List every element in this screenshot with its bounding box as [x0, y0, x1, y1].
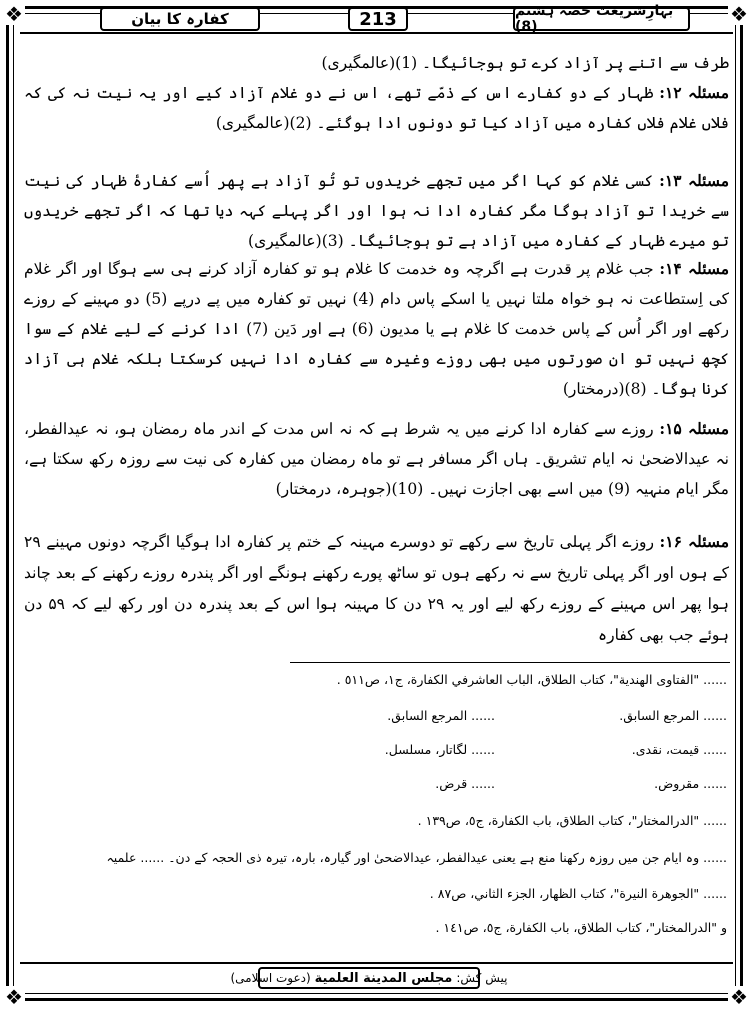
masala-text: جب غلام پر قدرت ہے اگرچہ وہ خدمت کا غلام ہو تو کفارہ آزاد کرنے ہی سے ہوگا اور اگر غلام کی اِستطاعت نہ ہو خواہ ملتا نہیں یا اسکے پاس دام (4) نہیں تو کفارہ میں پے درپے (5) دو مہینے کے روزے رکھے اور اگر اُس کے پاس خدمت کا غلام ہے یا مدیون (6) ہے اور دَین (7) ادا کرنے کے لیے غلام کے سوا کچھ نہیں تو ان صورتوں میں بھی روزے وغیرہ سے کفارہ ادا نہیں کرسکتا بلکہ غلام ہی آزاد کرنا ہوگا۔ (8)(درمختار) — [24, 260, 730, 398]
masala-text: روزے سے کفارہ ادا کرنے میں یہ شرط ہے کہ نہ اس مدت کے اندر ماہ رمضان ہو، نہ عیدالفطر، نہ عیدالاضحیٰ نہ ایام تشریق۔ ہاں اگر مسافر ہے تو ماہ رمضان میں کفارہ کی نیت سے روزہ رکھ سکتا ہے، مگر ایام منہیہ (9) میں اسے بھی اجازت نہیں۔ (10)(جوہرہ، درمختار) — [24, 420, 729, 498]
footnote-1: ...... "الفتاوی الهندیة"، کتاب الطلاق، الباب العاشرفي الكفارة، ج١، ص٥١١ . — [336, 672, 727, 687]
publisher-prefix: پیش کش: — [456, 971, 508, 985]
masala-15 — [24, 414, 729, 504]
masala-text: روزے اگر پہلی تاریخ سے رکھے تو دوسرے مہینہ کے ختم پر کفارہ ادا ہوگیا اگرچہ دونوں مہینے ۲۹ کے ہوں اور اگر پہلی تاریخ سے نہ رکھے ہوں تو ساٹھ پورے رکھنے ہونگے اور اگر پندرہ روزے رکھنے کے بعد چاند ہوا پھر اس مہینے کے روزے رکھ لیے اور یہ ۲۹ دن کا مہینہ ہوا اس کے بعد پندرہ دن اور رکھ لیے کہ ۵۹ دن ہوئے جب بھی کفارہ — [24, 533, 729, 644]
footnote-3: ...... المرجع السابق. — [387, 708, 495, 723]
masala-16 — [24, 526, 729, 651]
masala-12 — [24, 78, 729, 138]
masala-label: مسئلہ ۱۵: — [659, 419, 730, 438]
footnote-5: ...... لگاتار، مسلسل. — [384, 742, 495, 757]
footnote-10-continued: و "الدرالمختار"، کتاب الطلاق، باب الكفارة، ج٥، ص١٤١ . — [435, 920, 727, 935]
header-rule — [20, 32, 733, 34]
footer-rule — [20, 962, 733, 964]
ornament-icon: ❖ — [3, 3, 25, 25]
footnote-10: ...... "الجوهرة النيرة"، کتاب الظهار، الجزء الثاني، ص٨٧ . — [429, 886, 727, 901]
masala-label: مسئلہ ۱۶: — [659, 532, 730, 551]
masala-text: کسی غلام کو کہا اگر میں تجھے خریدوں تو تُو آزاد ہے پھر اُسے کفارۂ ظہار کی نیت سے خریدا تو آزاد ہوگا مگر کفارہ ادا نہ ہوا اور اگر پہلے کہہ دیا تھا کہ اگر تجھے خریدوں تو میرے ظہار کے کفارہ میں آزاد ہے تو ہوجائیگا۔ (3)(عالمگیری) — [24, 172, 729, 250]
book-title: بہارِشریعت حصہ ہشتم (8) — [513, 7, 690, 31]
main-text — [24, 48, 729, 656]
page-number: 213 — [348, 7, 408, 31]
masala-label: مسئلہ ۱۳: — [659, 171, 729, 190]
footnote-8: ...... "الدرالمختار"، کتاب الطلاق، باب الكفارة، ج٥، ص١٣٩ . — [417, 813, 727, 828]
masala-13 — [24, 166, 729, 256]
masala-14 — [24, 254, 729, 404]
publisher-suffix: (دعوت اسلامی) — [230, 971, 311, 985]
chapter-title: کفارہ کا بیان — [100, 7, 260, 31]
ornament-icon: ❖ — [3, 986, 25, 1008]
masala-label: مسئلہ ۱۴: — [659, 259, 729, 278]
masala-label: مسئلہ ۱۲: — [659, 83, 729, 102]
footnote-7: ...... قرض. — [435, 776, 495, 791]
publisher-name: مجلس المدينة العلمية — [314, 970, 453, 986]
footnote-divider — [290, 662, 730, 663]
ornament-icon: ❖ — [728, 3, 750, 25]
paragraph-continuation: طرف سے اتنے پر آزاد کرے تو ہوجائیگا۔ (1)(عالمگیری) — [321, 54, 729, 72]
publisher-credit — [230, 967, 508, 989]
footnote-6: ...... مقروض. — [654, 776, 727, 791]
footnote-4: ...... قیمت، نقدی. — [631, 742, 727, 757]
footnote-9: ...... وہ ایام جن میں روزہ رکھنا منع ہے یعنی عیدالفطر، عیدالاضحیٰ اور گیارہ، بارہ، تیرہ ذی الحجہ کے دن۔ ...... علمیہ — [106, 850, 727, 865]
page-header — [0, 0, 753, 40]
masala-text: ظہار کے دو کفارے اس کے ذمّے تھے، اس نے دو غلام آزاد کیے اور یہ نیت نہ کی کہ فلاں غلام فلاں کفارہ میں آزاد کیا تو دونوں ادا ہوگئے۔ (2)(عالمگیری) — [24, 84, 729, 132]
ornament-icon: ❖ — [728, 986, 750, 1008]
footnote-2: ...... المرجع السابق. — [619, 708, 727, 723]
